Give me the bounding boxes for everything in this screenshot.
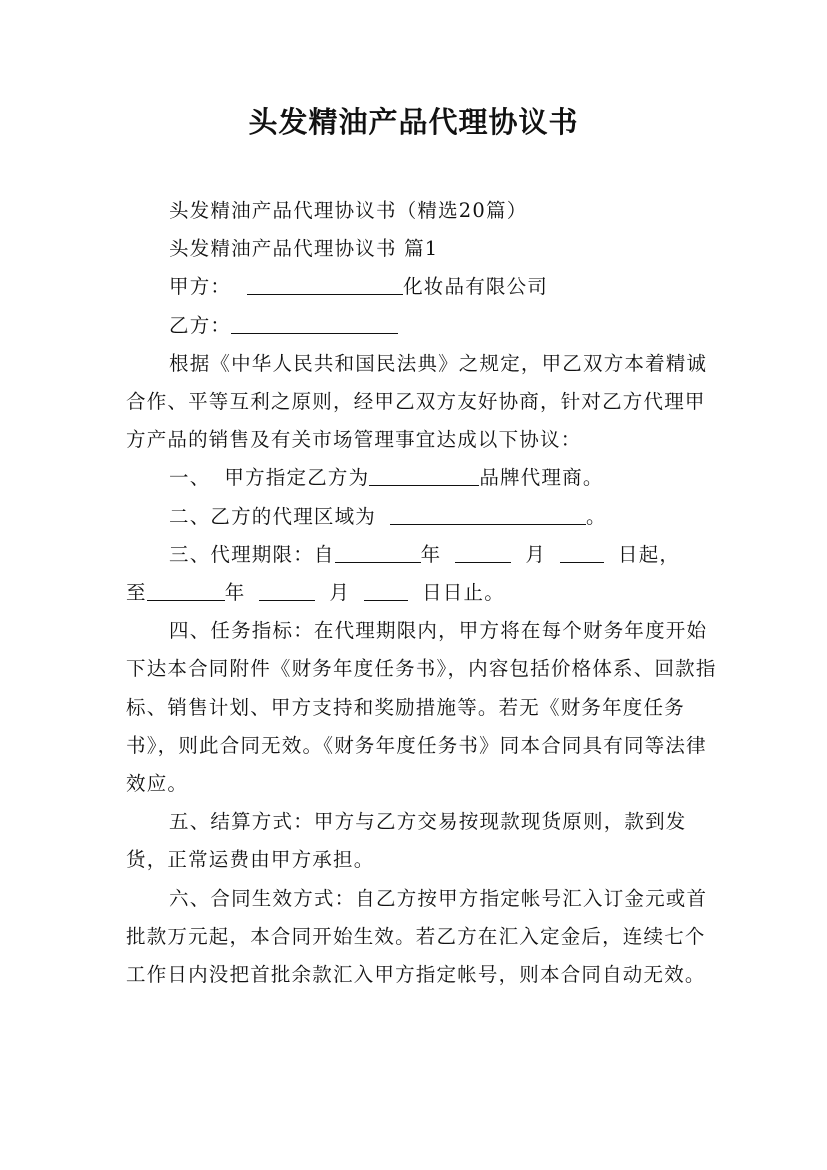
end-month-blank	[259, 578, 315, 601]
party-a-name-blank	[247, 272, 403, 295]
clause-2-text-after: 。	[586, 504, 607, 528]
party-a-label: 甲方：	[169, 275, 232, 299]
document-title: 头发精油产品代理协议书	[248, 105, 579, 139]
clause-6: 六、合同生效方式：自乙方按甲方指定帐号汇入订金元或首批款万元起，本合同开始生效。若乙方在汇入定金后，连续七个工作日内没把首批余款汇入甲方指定帐号，则本合同自动无效。	[126, 886, 708, 987]
party-a-line	[126, 268, 718, 306]
party-b-name-blank	[231, 311, 398, 334]
clause-4: 四、任务指标：在代理期限内，甲方将在每个财务年度开始下达本合同附件《财务年度任务书》，内容包括价格体系、回款指标、销售计划、甲方支持和奖励措施等。若无《财务年度任务书》，则此合同无效。《财务年度任务书》同本合同具有同等法律效应。	[126, 619, 717, 796]
document-body	[126, 192, 718, 994]
clause-3-day-start-label: 日起，	[618, 542, 681, 566]
document-subtitle: 头发精油产品代理协议书（精选20篇）	[169, 199, 528, 222]
clause-3-month-label-2: 月	[329, 581, 351, 605]
clause-1-text-after: 品牌代理商。	[479, 466, 604, 490]
clause-3-year-label: 年	[420, 542, 442, 566]
clause-3-line-2	[126, 574, 718, 612]
region-blank	[390, 502, 586, 525]
clause-1	[126, 459, 718, 497]
party-b-label: 乙方：	[169, 313, 232, 337]
clause-3-year-label-2: 年	[224, 581, 246, 605]
start-day-blank	[560, 540, 604, 563]
party-b-line	[126, 307, 718, 345]
party-a-suffix: 化妆品有限公司	[403, 275, 549, 299]
clause-3-text-before: 三、代理期限：自	[169, 542, 335, 566]
clause-3-to-label: 至	[126, 581, 147, 605]
clause-1-text-before: 甲方指定乙方为	[224, 466, 370, 490]
start-month-blank	[455, 540, 511, 563]
end-day-blank	[364, 578, 408, 601]
clause-3-month-label: 月	[525, 542, 547, 566]
end-year-blank	[147, 578, 225, 601]
clause-3-line-1	[126, 536, 718, 574]
clause-5: 五、结算方式：甲方与乙方交易按现款现货原则，款到发货，正常运费由甲方承担。	[126, 810, 687, 872]
clause-1-prefix: 一、	[169, 466, 211, 490]
brand-blank	[369, 463, 479, 486]
section-heading: 头发精油产品代理协议书 篇1	[169, 237, 439, 261]
clause-3-day-end-label: 日日止。	[422, 581, 505, 605]
clause-2	[126, 498, 718, 536]
intro-paragraph: 根据《中华人民共和国民法典》之规定，甲乙双方本着精诚合作、平等互利之原则，经甲乙双方友好协商，针对乙方代理甲方产品的销售及有关市场管理事宜达成以下协议：	[126, 351, 708, 452]
start-year-blank	[335, 540, 421, 563]
clause-2-text-before: 二、乙方的代理区域为	[169, 504, 377, 528]
